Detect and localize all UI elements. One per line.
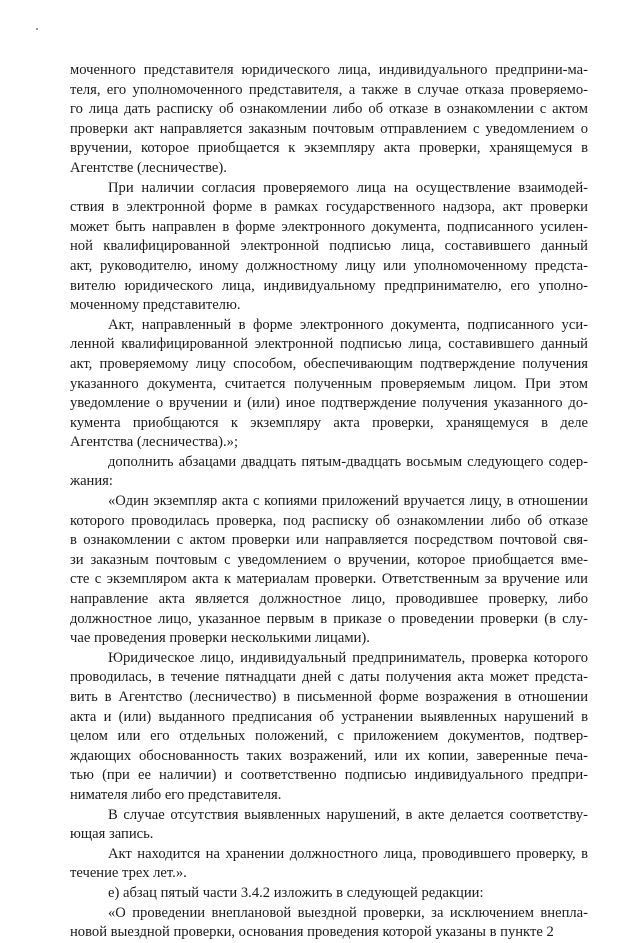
text-line: чае проведения проверки несколькими лицами). xyxy=(70,630,370,647)
text-line: «О проведении внеплановой выездной проверки, за исключением внепла- xyxy=(108,904,588,921)
text-line: сте с экземпляром акта к материалам проверки. Ответственным за вручение или xyxy=(70,571,588,588)
text-line: которого проводилась проверка, под расписку об ознакомлении либо об отказе xyxy=(70,512,588,529)
text-line: вителю юридического лица, индивидуальному предпринимателю, его уполно- xyxy=(70,277,588,294)
paragraph xyxy=(70,884,588,904)
text-line: е) абзац пятый части 3.4.2 изложить в следующей редакции: xyxy=(108,884,484,901)
text-line: Агентства (лесничества).»; xyxy=(70,434,239,451)
paragraph xyxy=(70,61,588,179)
text-line: вручении, которое приобщается к экземпляру акта проверки, хранящемуся в xyxy=(70,140,588,157)
text-line: указанного документа, считается полученным проверяемым лицом. При этом xyxy=(70,375,588,392)
text-line: проверки акт направляется заказным почтовым отправлением с уведомлением о xyxy=(70,120,588,137)
text-line: акт, руководителю, иному должностному лицу или уполномоченному предста- xyxy=(70,257,588,274)
text-line: новой выездной проверки, основания проведения которой указаны в пункте 2 xyxy=(70,924,554,941)
text-line: направление акта является должностное лицо, проводившее проверку, либо xyxy=(70,591,588,608)
text-line: Юридическое лицо, индивидуальный предприниматель, проверка которого xyxy=(108,649,588,666)
text-line: течение трех лет.». xyxy=(70,865,187,882)
text-line: вить в Агентство (лесничество) в письменной форме возражения в отношении xyxy=(70,689,588,705)
text-line: го лица дать расписку об ознакомлении либо об отказе в ознакомлении с актом xyxy=(70,101,588,118)
paragraph xyxy=(70,453,588,492)
paragraph xyxy=(70,904,588,943)
text-line: акта и (или) выданного предписания об устранении выявленных нарушений в xyxy=(70,708,588,725)
text-line: дополнить абзацами двадцать пятым-двадцать восьмым следующего содер- xyxy=(108,453,588,470)
paragraph xyxy=(70,649,588,806)
text-line: ющая запись. xyxy=(70,826,154,843)
text-line: целом или его отдельных положений, с приложением документов, подтвер- xyxy=(70,728,588,745)
text-line: ленной квалифицированной электронной подписью лица, составившего данный xyxy=(70,336,588,353)
text-line: В случае отсутствия выявленных нарушений, в акте делается соответству- xyxy=(108,806,588,823)
text-line: уведомление о вручении и (или) иное подтверждение получения указанного до- xyxy=(70,395,588,412)
text-line: моченному представителю. xyxy=(70,297,241,314)
paragraph xyxy=(70,316,588,453)
text-line: моченного представителя юридического лица, индивидуального предприни-ма- xyxy=(70,62,588,78)
text-line: ствия в электронной форме в рамках государственного надзора, акт проверки xyxy=(70,199,588,216)
text-line: может быть направлен в форме электронного документа, подписанного усилен- xyxy=(70,218,588,235)
paragraph xyxy=(70,806,588,845)
text-line: зи заказным почтовым с уведомлением о вручении, которое приобщается вме- xyxy=(70,551,588,568)
text-line: При наличии согласия проверяемого лица на осуществление взаимодей- xyxy=(108,179,588,196)
text-line: жания: xyxy=(70,473,113,490)
text-line: нимателя либо его представителя. xyxy=(70,786,282,803)
text-line: Агентстве (лесничестве). xyxy=(70,159,227,176)
text-line: Акт, направленный в форме электронного документа, подписанного уси- xyxy=(108,316,588,333)
text-line: проводилась, в течение пятнадцати дней с даты получения акта может предста- xyxy=(70,669,588,686)
paragraph xyxy=(70,845,588,884)
document-body xyxy=(70,61,588,943)
paragraph xyxy=(70,492,588,649)
text-line: кумента приобщаются к экземпляру акта проверки, хранящемуся в деле xyxy=(70,414,588,431)
text-line: в ознакомлении с актом проверки или направляется посредством почтовой свя- xyxy=(70,532,588,549)
text-line: ной квалифицированной электронной подписью лица, составившего данный xyxy=(70,238,588,255)
text-line: теля, его уполномоченного представителя, а также в случае отказа проверяемо- xyxy=(70,81,588,98)
text-line: тью (при ее наличии) и соответственно подписью индивидуального предпри- xyxy=(70,767,588,784)
text-line: акт, проверяемому лицу способом, обеспечивающим подтверждение получения xyxy=(70,355,588,372)
paragraph xyxy=(70,179,588,316)
text-line: Акт находится на хранении должностного лица, проводившего проверку, в xyxy=(108,845,588,862)
text-line: ждающих обоснованность таких возражений, или их копии, заверенные печа- xyxy=(70,747,588,764)
text-line: «Один экземпляр акта с копиями приложений вручается лицу, в отношении xyxy=(108,493,588,510)
text-line: должностное лицо, указанное первым в приказе о проведении проверки (в слу- xyxy=(70,610,588,627)
scan-speck xyxy=(36,28,38,30)
